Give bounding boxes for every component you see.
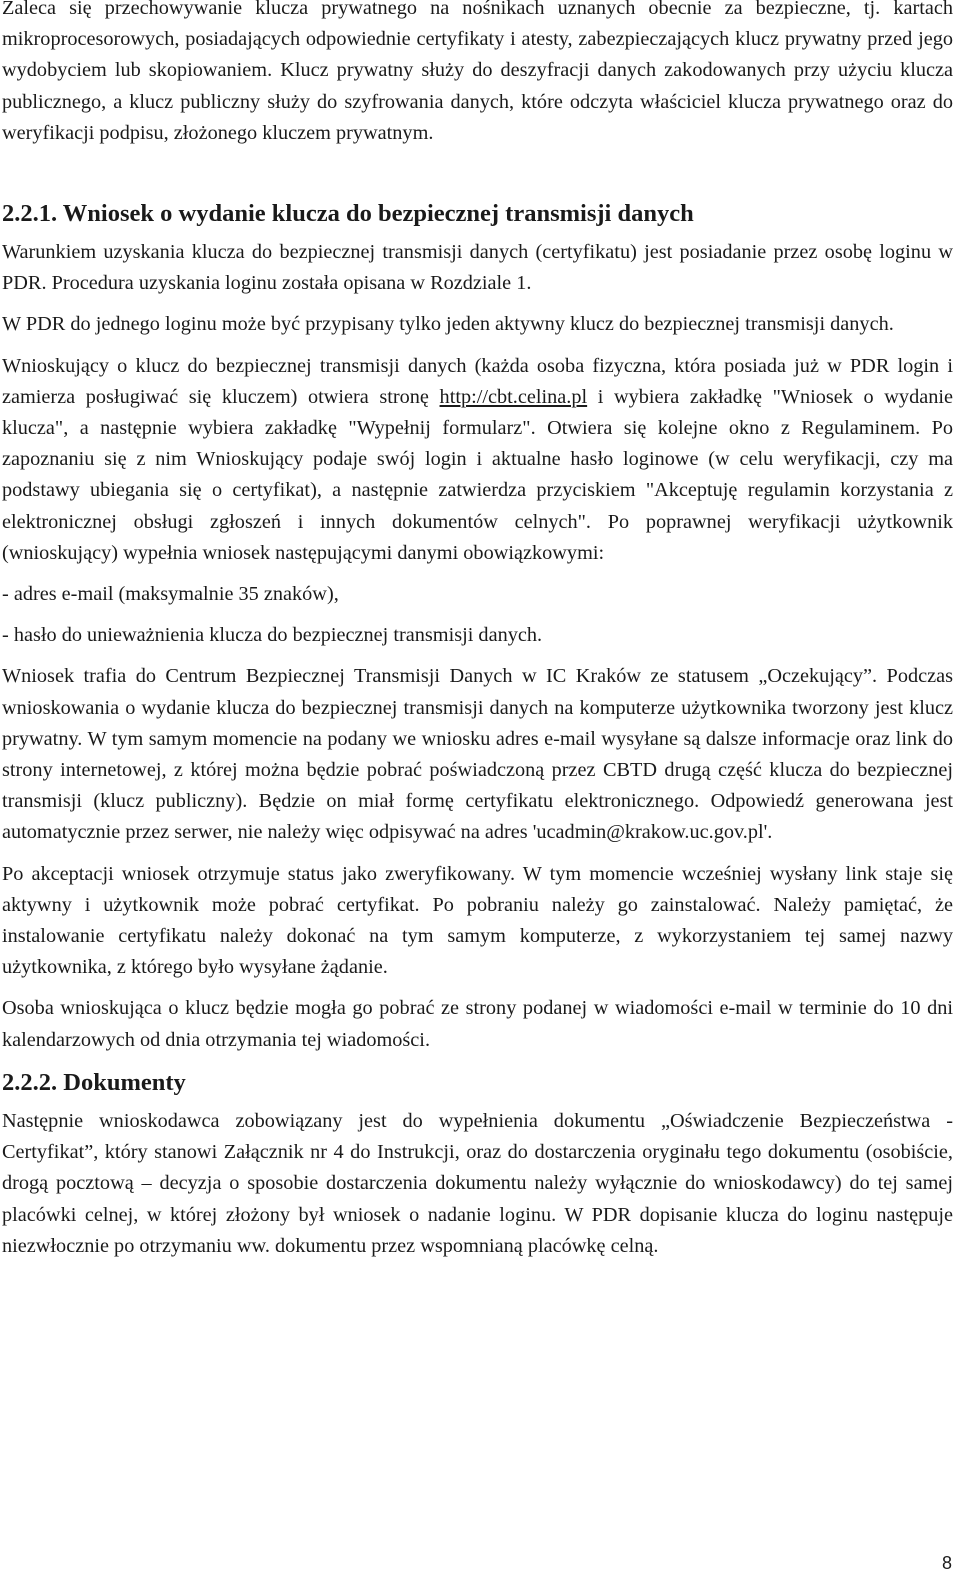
section-heading-2-2-1: 2.2.1. Wniosek o wydanie klucza do bezpiecznej transmisji danych (2, 200, 694, 228)
cbt-link[interactable]: http://cbt.celina.pl (439, 385, 588, 408)
document-body (2, 0, 953, 1272)
intro-paragraph: Zaleca się przechowywanie klucza prywatnego na nośnikach uznanych obecnie za bezpieczne, tj. kartach mikroprocesorowych, posiadających odpowiednie certyfikaty i atesty, zabezpieczających klucz prywatny przed jego wydobyciem lub skopiowaniem. Klucz prywatny służy do deszyfracji danych zakodowanych przy użyciu klucza publicznego, a klucz publiczny służy do szyfrowania danych, które odczyta właściciel klucza prywatnego oraz do weryfikacji podpisu, złożonego kluczem prywatnym. (2, 0, 953, 144)
paragraph: Osoba wnioskująca o klucz będzie mogła go pobrać ze strony podanej w wiadomości e-mail w terminie do 10 dni kalendarzowych od dnia otrzymania tej wiadomości. (2, 997, 953, 1051)
paragraph: Po akceptacji wniosek otrzymuje status jako zweryfikowany. W tym momencie wcześniej wysłany link staje się aktywny i użytkownik może pobrać certyfikat. Po pobraniu należy go zainstalować. Należy pamiętać, że instalowanie certyfikatu należy dokonać na tym samym komputerze, z wykorzystaniem tej samej nazwy użytkownika, z którego było wysyłane żądanie. (2, 862, 953, 979)
page-number: 8 (941, 1553, 952, 1573)
paragraph: Warunkiem uzyskania klucza do bezpiecznej transmisji danych (certyfikatu) jest posiadanie przez osobę loginu w PDR. Procedura uzyskania loginu została opisana w Rozdziale 1. (2, 241, 953, 295)
list-item: - adres e-mail (maksymalnie 35 znaków), (2, 583, 339, 606)
section-heading-2-2-2: 2.2.2. Dokumenty (2, 1068, 186, 1096)
paragraph: Wniosek trafia do Centrum Bezpiecznej Transmisji Danych w IC Kraków ze statusem „Oczekujący”. Podczas wnioskowania o wydanie klucza do bezpiecznej transmisji danych na komputerze użytkownika tworzony jest klucz prywatny. W tym samym momencie na podany we wniosku adres e-mail wysyłane są dalsze informacje oraz link do strony internetowej, z której można będzie pobrać poświadczoną przez CBTD drugą część klucza do bezpiecznej transmisji (klucz publiczny). Będzie on miał formę certyfikatu elektronicznego. Odpowiedź generowana jest automatycznie przez serwer, nie należy więc odpisywać na adres 'ucadmin@krakow.uc.gov.pl'. (2, 665, 953, 844)
paragraph: W PDR do jednego loginu może być przypisany tylko jeden aktywny klucz do bezpiecznej transmisji danych. (2, 313, 894, 336)
paragraph-text: Wnioskujący o klucz do bezpiecznej transmisji danych (każda osoba fizyczna, która posiada już w PDR login i zamierza posługiwać się kluczem) otwiera stronę (2, 354, 953, 408)
paragraph-text: i wybiera zakładkę "Wniosek o wydanie klucza", a następnie wybiera zakładkę "Wypełnij formularz". Otwiera się kolejne okno z Regulaminem. Po zapoznaniu się z nim Wnioskujący podaje swój login i aktualne hasło loginowe (w celu weryfikacji, czy ma podstawy ubiegania się o certyfikat), a następnie zatwierdza przyciskiem "Akceptuję regulamin korzystania z elektronicznej obsługi zgłoszeń i innych dokumentów celnych". Po poprawnej weryfikacji użytkownik (wnioskujący) wypełnia wniosek następującymi danymi obowiązkowymi: (2, 385, 953, 564)
list-item: - hasło do unieważnienia klucza do bezpiecznej transmisji danych. (2, 624, 543, 647)
paragraph: Następnie wnioskodawca zobowiązany jest do wypełnienia dokumentu „Oświadczenie Bezpieczeństwa - Certyfikat”, który stanowi Załącznik nr 4 do Instrukcji, oraz do dostarczenia oryginału tego dokumentu (osobiście, drogą pocztową – decyzja o sposobie dostarczenia dokumentu należy wyłącznie do wnioskodawcy) do tej samej placówki celnej, w której złożony był wniosek o nadanie loginu. W PDR dopisanie klucza do loginu następuje niezwłocznie po otrzymaniu ww. dokumentu przez wspomnianą placówkę celną. (2, 1109, 953, 1257)
paragraph-with-link (2, 351, 953, 569)
